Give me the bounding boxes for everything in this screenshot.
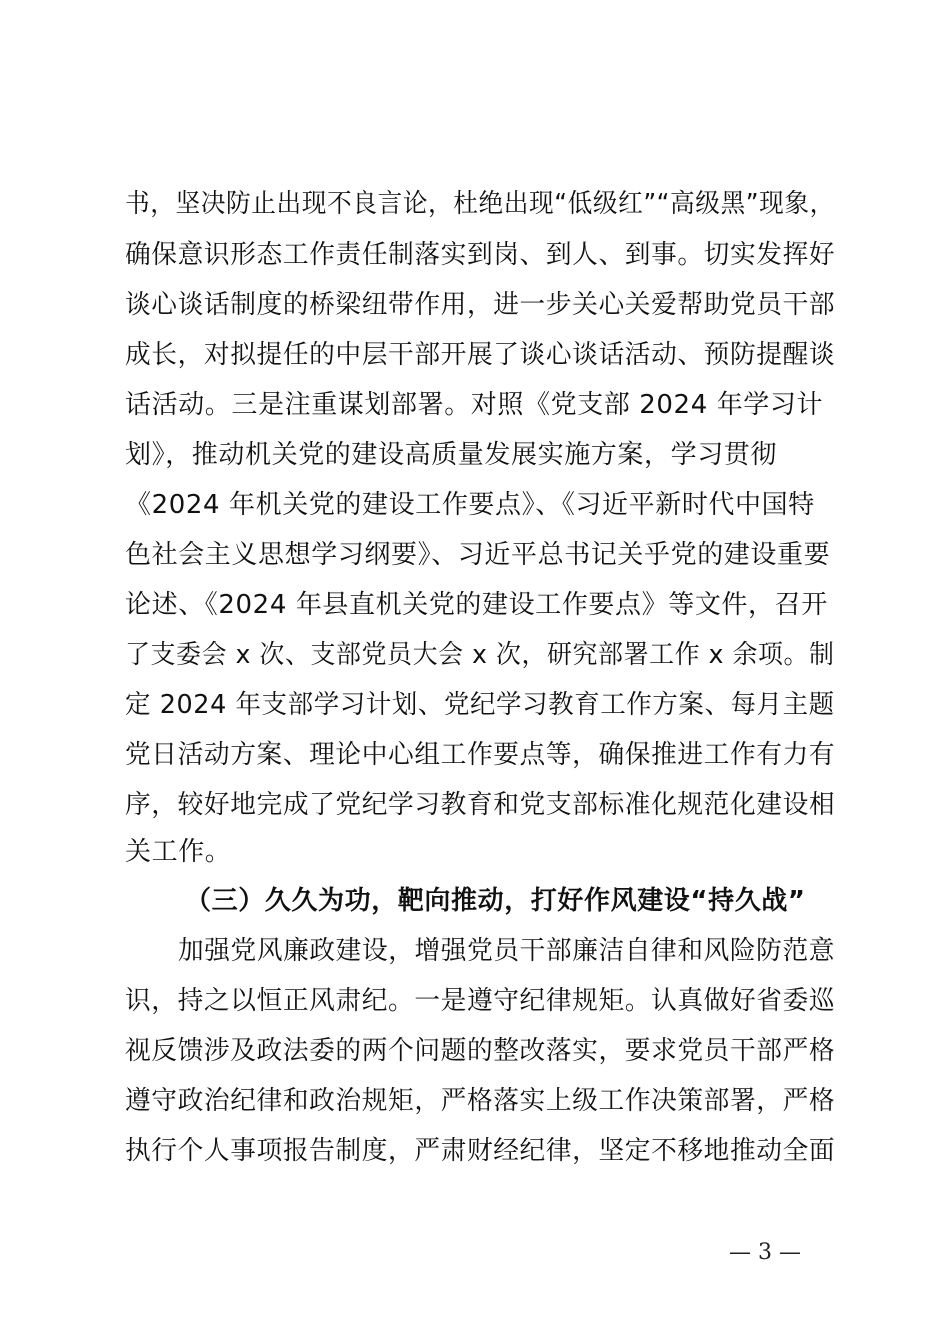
- text-line: 识，持之以恒正风肃纪。一是遵守纪律规矩。认真做好省委巡: [125, 986, 836, 1016]
- section-heading: （三）久久为功，靶向推动，打好作风建设“持久战”: [185, 886, 806, 916]
- text-line: 《2024 年机关党的建设工作要点》、《习近平新时代中国特: [125, 490, 815, 520]
- text-line: 色社会主义思想学习纲要》、习近平总书记关乎党的建设重要: [125, 540, 831, 570]
- page-number: — 3 —: [729, 1240, 801, 1265]
- text-line: 了支委会 x 次、支部党员大会 x 次，研究部署工作 x 余项。制: [125, 640, 835, 670]
- text-line: 党日活动方案、理论中心组工作要点等，确保推进工作有力有: [125, 740, 836, 770]
- text-line: 定 2024 年支部学习计划、党纪学习教育工作方案、每月主题: [125, 690, 835, 720]
- text-line: 论述、《2024 年县直机关党的建设工作要点》等文件，召开: [125, 590, 828, 620]
- text-line: 成长，对拟提任的中层干部开展了谈心谈话活动、预防提醒谈: [125, 340, 836, 370]
- text-line: 书，坚决防止出现不良言论，杜绝出现“低级红”“高级黑”现象，: [125, 189, 835, 219]
- text-line: 谈心谈话制度的桥梁纽带作用，进一步关心关爱帮助党员干部: [125, 290, 836, 320]
- paragraph-first-line: 加强党风廉政建设，增强党员干部廉洁自律和风险防范意: [178, 936, 836, 966]
- text-line: 视反馈涉及政法委的两个问题的整改落实，要求党员干部严格: [125, 1036, 836, 1066]
- text-line: 话活动。三是注重谋划部署。对照《党支部 2024 年学习计: [125, 390, 824, 420]
- text-line: 划》，推动机关党的建设高质量发展实施方案，学习贯彻: [125, 440, 778, 470]
- text-line: 执行个人事项报告制度，严肃财经纪律，坚定不移地推动全面: [125, 1136, 836, 1166]
- text-line: 关工作。: [125, 837, 232, 867]
- text-line: 遵守政治纪律和政治规矩，严格落实上级工作决策部署，严格: [125, 1086, 836, 1116]
- text-line: 序，较好地完成了党纪学习教育和党支部标准化规范化建设相: [125, 790, 836, 820]
- text-line: 确保意识形态工作责任制落实到岗、到人、到事。切实发挥好: [125, 240, 836, 270]
